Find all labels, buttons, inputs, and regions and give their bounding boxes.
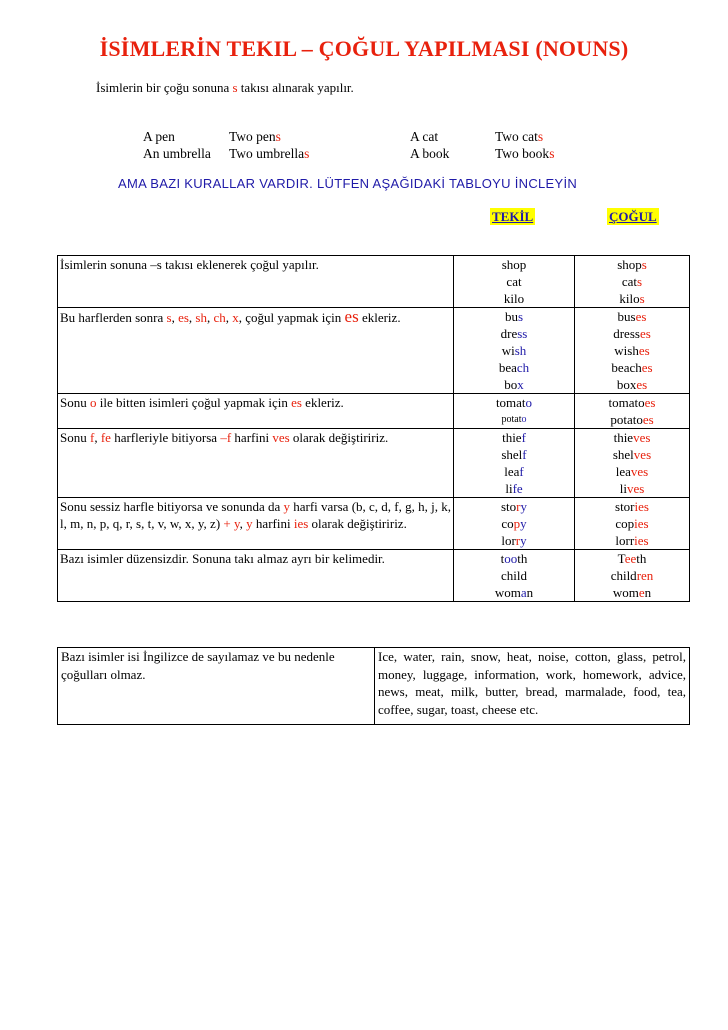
- word: cat: [506, 274, 522, 289]
- rule-text: İsimlerin sonuna –s takısı eklenerek çoğul yapılır.: [58, 256, 454, 308]
- table-row: [58, 498, 690, 550]
- page-title: İSİMLERİN TEKIL – ÇOĞUL YAPILMASI (NOUNS): [99, 36, 629, 61]
- word: boxes: [616, 377, 648, 392]
- plural-cell: [575, 256, 690, 308]
- word: box: [504, 377, 524, 392]
- word: tomatoes: [608, 395, 656, 410]
- word: potato: [501, 414, 527, 425]
- word: wishes: [614, 343, 650, 358]
- example-plural: Two books: [495, 146, 555, 161]
- word: life: [505, 481, 523, 496]
- rule-text: Sonu f, fe harfleriyle bitiyorsa –f harfini ves olarak değiştiririz.: [58, 429, 454, 498]
- word: lorries: [615, 533, 649, 548]
- word: buses: [617, 309, 647, 324]
- word: woman: [494, 585, 534, 600]
- table-row: [58, 429, 690, 498]
- word: leaf: [504, 464, 524, 479]
- word: cats: [621, 274, 643, 289]
- plural-cell: [575, 550, 690, 602]
- plural-cell: [575, 429, 690, 498]
- word: leaves: [615, 464, 649, 479]
- word: copy: [501, 516, 527, 531]
- word: bus: [504, 309, 524, 324]
- word: dresses: [613, 326, 651, 341]
- plural-cell: [575, 498, 690, 550]
- word: thieves: [613, 430, 651, 445]
- word: shops: [617, 257, 647, 272]
- word: beaches: [611, 360, 653, 375]
- word: thief: [502, 430, 526, 445]
- rule-text: Sonu o ile bitten isimleri çoğul yapmak için es ekleriz.: [58, 394, 454, 429]
- example-plural: Two umbrellas: [229, 146, 310, 161]
- word: copies: [615, 516, 649, 531]
- word: child: [501, 568, 527, 583]
- rule-text: Bazı isimler düzensizdir. Sonuna takı almaz ayrı bir kelimedir.: [58, 550, 454, 602]
- singular-cell: [454, 550, 575, 602]
- singular-cell: [454, 498, 575, 550]
- uncountable-examples: Ice, water, rain, snow, heat, noise, cotton, glass, petrol, money, luggage, information, work, homework, advice, news, meat, milk, butter, bread, marmalade, food, tea, coffee, sugar, toast, cheese etc.: [375, 648, 690, 725]
- word: tooth: [500, 551, 528, 566]
- word: dress: [500, 326, 528, 341]
- example-plural: Two pens: [229, 129, 281, 144]
- uncountable-label: Bazı isimler isi İngilizce de sayılamaz ve bu nedenle çoğulları olmaz.: [58, 648, 375, 725]
- example-singular: A pen: [143, 129, 175, 144]
- word: story: [500, 499, 527, 514]
- word: stories: [615, 499, 649, 514]
- word: shop: [501, 257, 527, 272]
- header-plural: ÇOĞUL: [609, 209, 657, 224]
- word: Teeth: [617, 551, 647, 566]
- word: kilo: [503, 291, 525, 306]
- plural-cell: [575, 308, 690, 394]
- table-row: [58, 394, 690, 429]
- singular-cell: [454, 394, 575, 429]
- rules-note: AMA BAZI KURALLAR VARDIR. LÜTFEN AŞAĞIDAKİ TABLOYU İNCLEYİN: [118, 176, 578, 191]
- rule-text: Bu harflerden sonra s, es, sh, ch, x, çoğul yapmak için es ekleriz.: [58, 308, 454, 394]
- word: wish: [501, 343, 527, 358]
- table-row: [58, 648, 690, 725]
- singular-cell: [454, 308, 575, 394]
- word: children: [610, 568, 654, 583]
- intro-text: İsimlerin bir çoğu sonuna s takısı alınarak yapılır.: [96, 80, 354, 95]
- word: kilos: [619, 291, 645, 306]
- singular-cell: [454, 429, 575, 498]
- word: beach: [498, 360, 530, 375]
- plural-cell: [575, 394, 690, 429]
- word: tomato: [495, 395, 533, 410]
- word: shelf: [501, 447, 527, 462]
- word: women: [612, 585, 652, 600]
- table-row: [58, 256, 690, 308]
- table-row: [58, 308, 690, 394]
- rule-text: Sonu sessiz harfle bitiyorsa ve sonunda da y harfi varsa (b, c, d, f, g, h, j, k, l, m, n, p, q, r, s, t, v, w, x, y, z) + y, y harfini ies olarak değiştiririz.: [58, 498, 454, 550]
- example-singular: An umbrella: [143, 146, 211, 161]
- word: lorry: [501, 533, 527, 548]
- word: shelves: [612, 447, 652, 462]
- rules-table: [57, 255, 690, 602]
- word: potatoes: [610, 412, 654, 427]
- table-row: [58, 550, 690, 602]
- word: lives: [619, 481, 645, 496]
- example-plural: Two cats: [495, 129, 544, 144]
- header-singular: TEKİL: [492, 209, 534, 224]
- example-singular: A cat: [410, 129, 439, 144]
- example-singular: A book: [410, 146, 450, 161]
- singular-cell: [454, 256, 575, 308]
- uncountable-table: [57, 647, 690, 725]
